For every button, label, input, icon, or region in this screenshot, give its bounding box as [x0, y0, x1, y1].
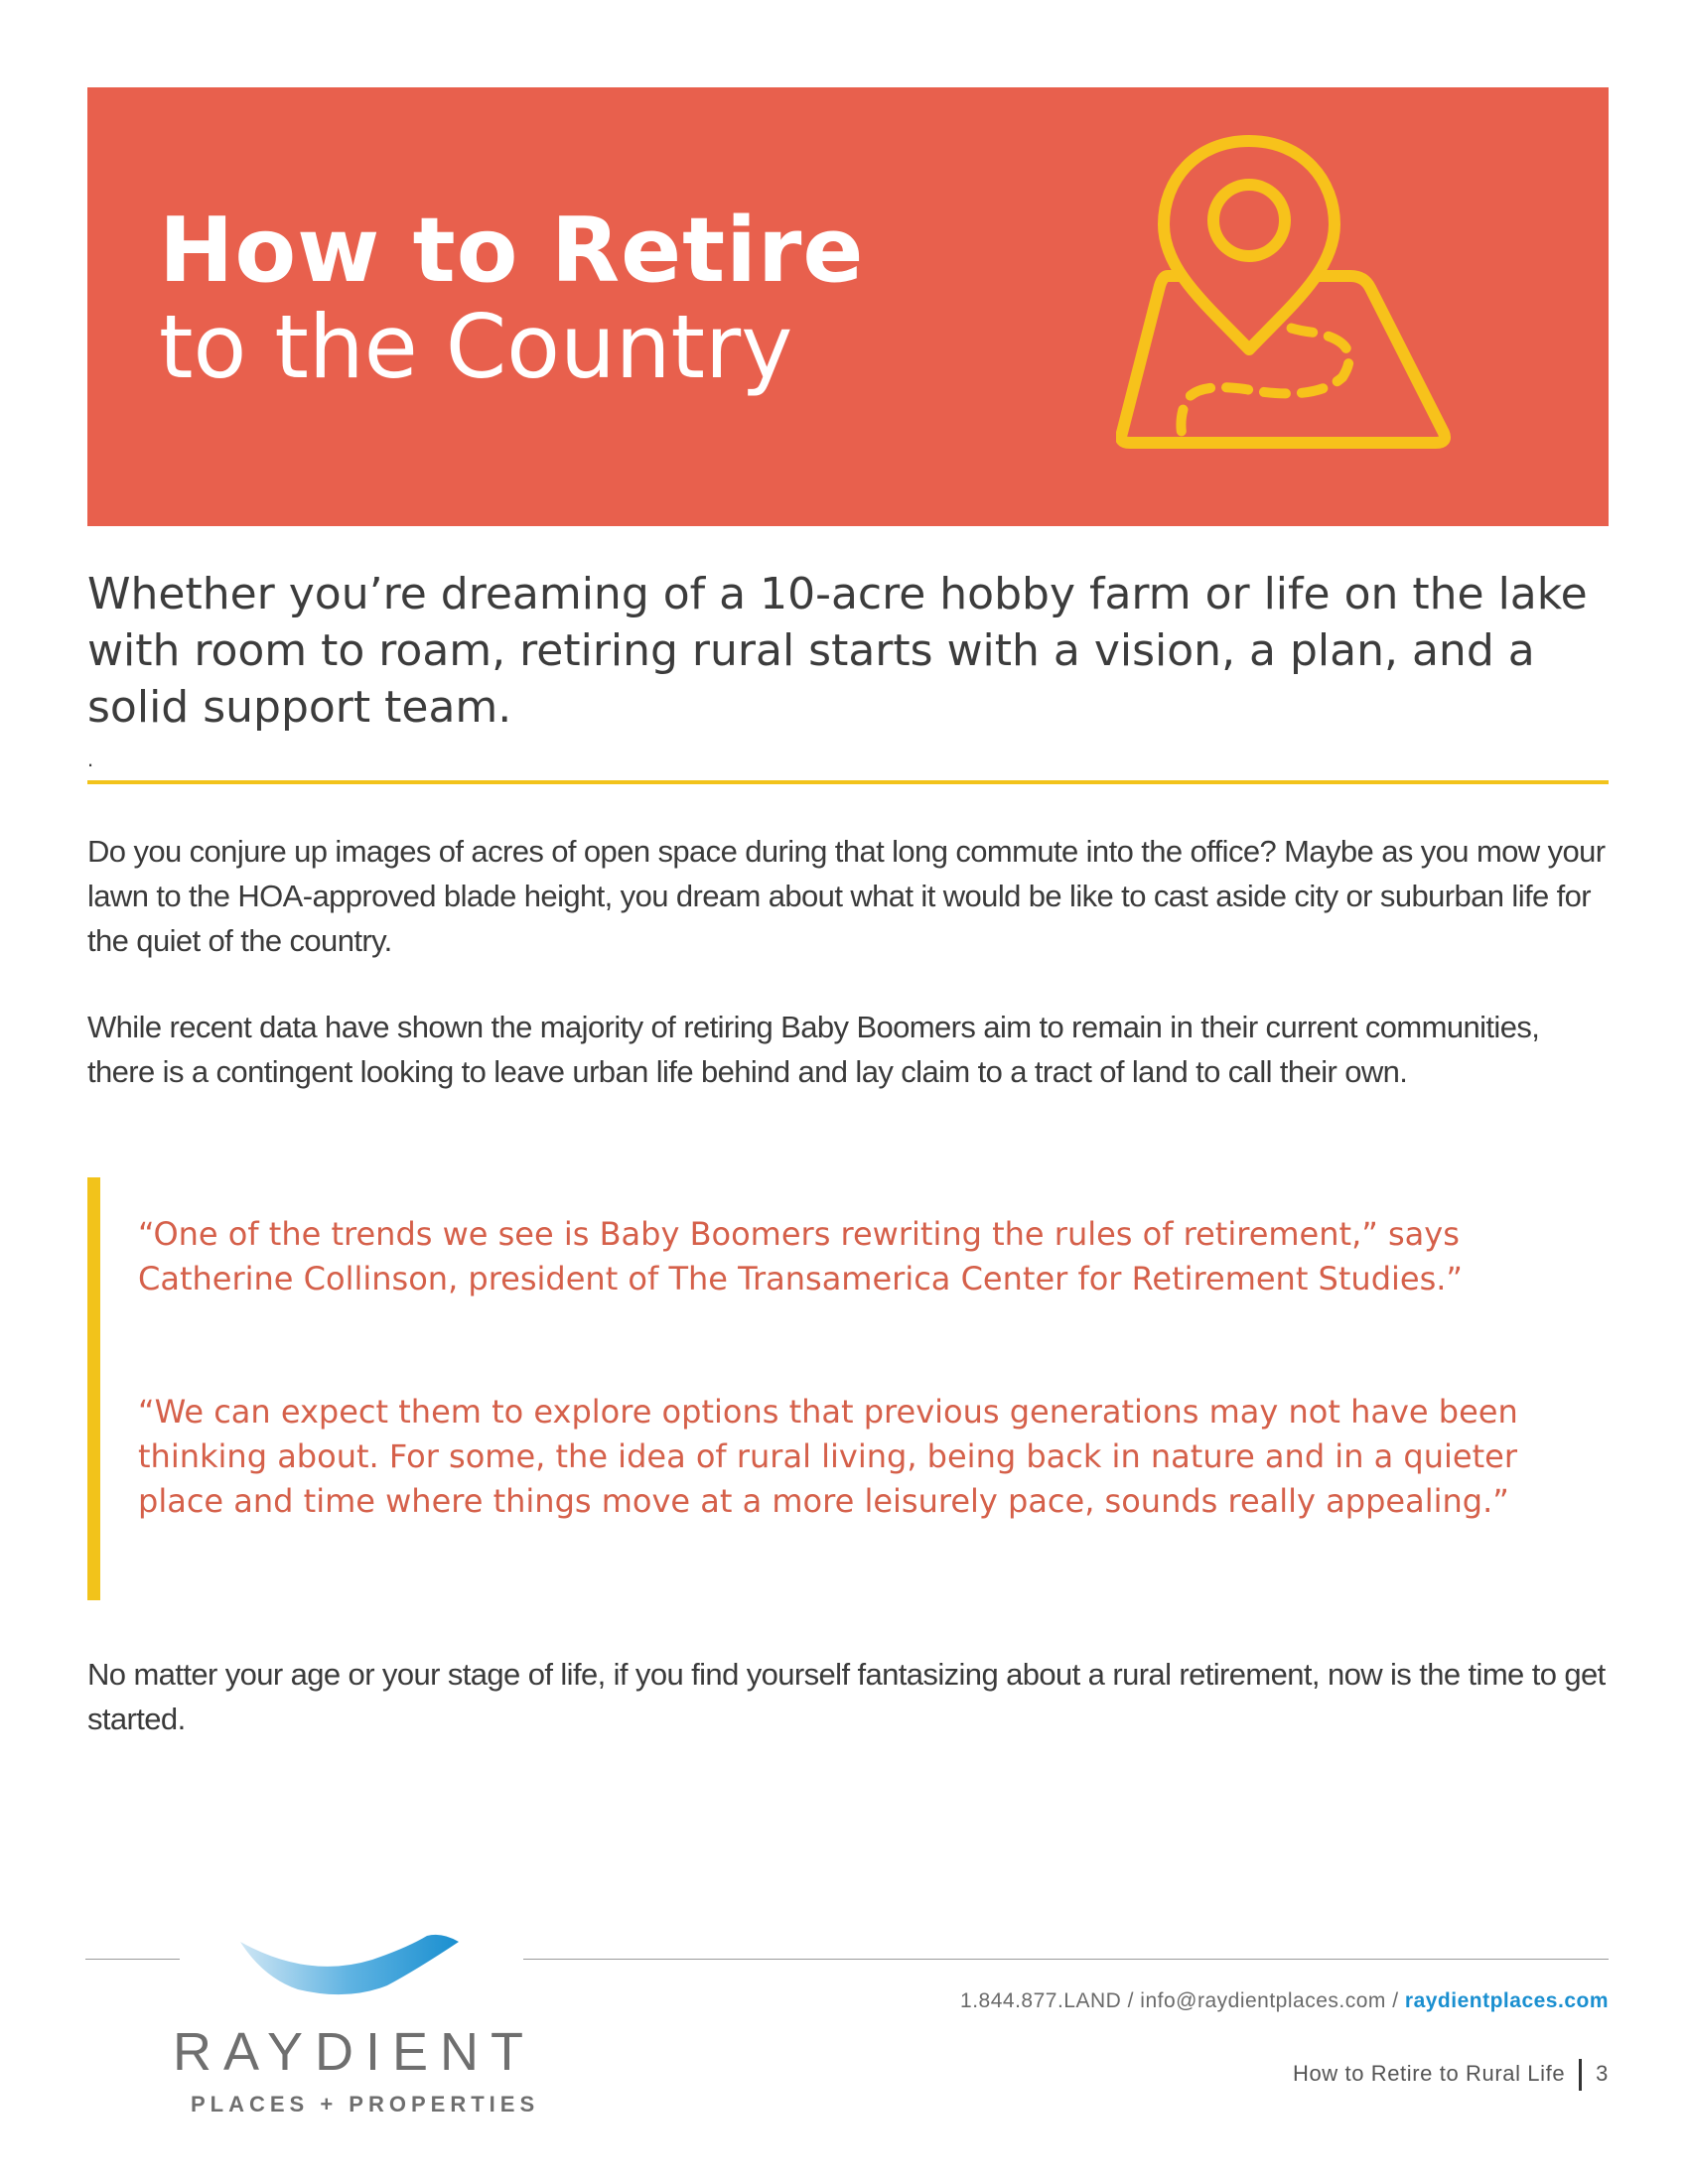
- footer-divider-left: [85, 1959, 180, 1960]
- body-paragraph-1: Do you conjure up images of acres of open space during that long commute into the office? Maybe as you mow your lawn to the HOA-approved blade height, you dream about what it would be like to cast aside city or suburban life for the quiet of the country.: [87, 834, 1606, 958]
- map-pin-icon: [1116, 129, 1483, 457]
- pull-quote-1: “One of the trends we see is Baby Boomers rewriting the rules of retirement,” says Catherine Collinson, president of The Transamerica Center for Retirement Studies.”: [138, 1215, 1463, 1297]
- divider: [87, 780, 1609, 784]
- contact-info: 1.844.877.LAND / info@raydientplaces.com /: [960, 1989, 1399, 2012]
- logo-wave-icon: [238, 1930, 462, 2001]
- footer-divider-right: [523, 1959, 1609, 1960]
- logo-tagline: PLACES + PROPERTIES: [191, 2092, 540, 2116]
- page-info: [1293, 2059, 1609, 2091]
- quote-accent-bar: [87, 1177, 100, 1600]
- lede-mark: .: [87, 747, 94, 771]
- page-separator: [1579, 2059, 1582, 2091]
- footer-contact: [960, 1989, 1609, 2013]
- body-paragraph-3: No matter your age or your stage of life, if you find yourself fantasizing about a rural retirement, now is the time to get started.: [87, 1657, 1606, 1736]
- website-link[interactable]: raydientplaces.com: [1404, 1989, 1609, 2012]
- lede-text: Whether you’re dreaming of a 10-acre hobby farm or life on the lake with room to roam, retiring rural starts with a vision, a plan, and a solid support team.: [87, 569, 1588, 733]
- body-paragraph-2: While recent data have shown the majority of retiring Baby Boomers aim to remain in their current communities, there is a contingent looking to leave urban life behind and lay claim to a tract of land to call their own.: [87, 1010, 1540, 1089]
- document-title: How to Retire to Rural Life: [1292, 2060, 1566, 2086]
- page-title-line2: to the Country: [159, 296, 793, 398]
- pull-quote-2: “We can expect them to explore options that previous generations may not have been thinking about. For some, the idea of rural living, being back in nature and in a quieter place and time where things move at a more leisurely pace, sounds really appealing.”: [138, 1393, 1518, 1520]
- title-banner: [87, 87, 1609, 526]
- logo-wordmark: RAYDIENT: [173, 2022, 536, 2082]
- page-title-line1: How to Retire: [159, 199, 865, 303]
- page-number: 3: [1596, 2060, 1609, 2086]
